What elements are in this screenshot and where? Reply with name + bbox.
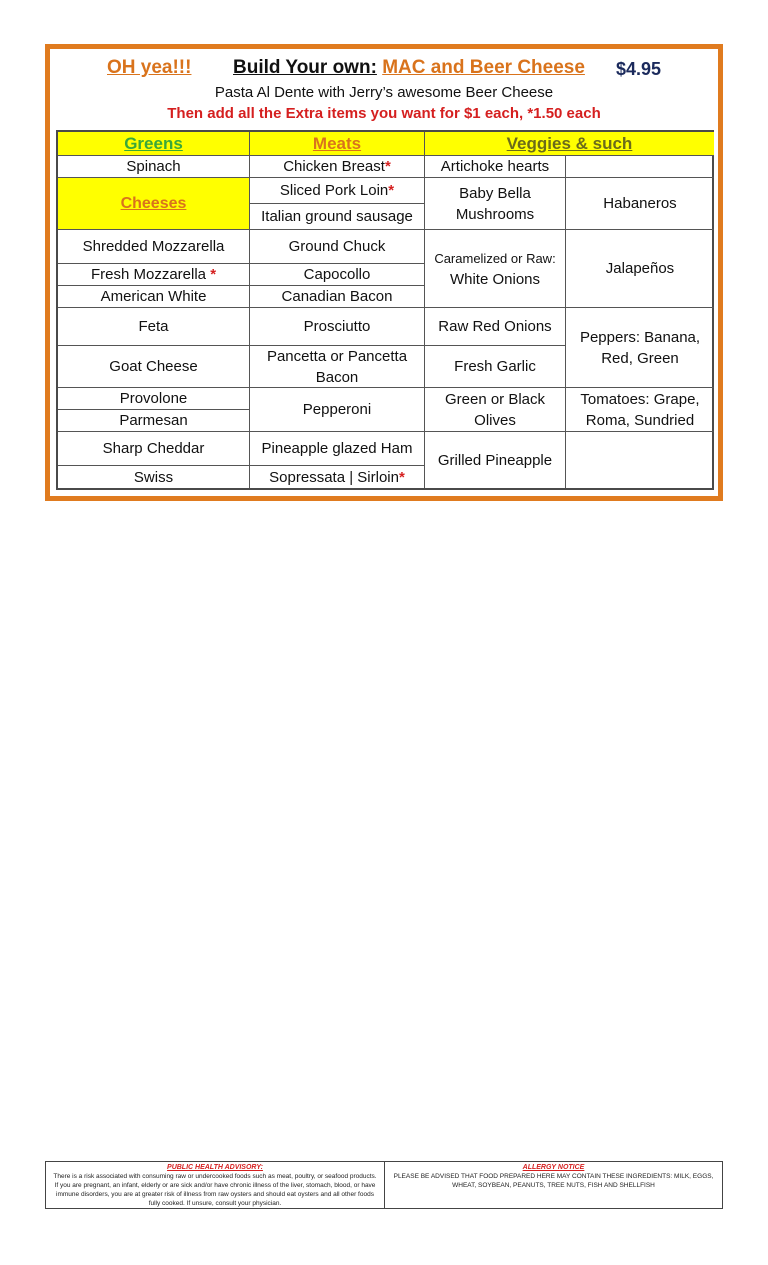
veggie-item: Artichoke hearts xyxy=(425,156,566,178)
menu-header xyxy=(50,49,718,131)
meat-item: Italian ground sausage xyxy=(250,204,425,230)
price: $4.95 xyxy=(616,59,662,79)
cheese-item: Parmesan xyxy=(58,410,250,432)
allergy-title: ALLERGY NOTICE xyxy=(522,1164,585,1171)
star-mark: * xyxy=(384,158,391,175)
cheese-item: Fresh Mozzarella * xyxy=(58,264,250,286)
star-mark: * xyxy=(398,468,405,486)
cheeses-header: Cheeses xyxy=(58,178,250,230)
meat-item: Pineapple glazed Ham xyxy=(250,432,425,466)
meat-item: Sopressata | Sirloin * xyxy=(250,466,425,488)
cheese-item: Provolone xyxy=(58,388,250,410)
subtitle: Pasta Al Dente with Jerry’s awesome Beer Cheese xyxy=(214,84,554,101)
meat-item: Capocollo xyxy=(250,264,425,286)
veggie-extra-item: Tomatoes: Grape, Roma, Sundried xyxy=(566,388,714,432)
cheese-item: Shredded Mozzarella xyxy=(58,230,250,264)
cheese-item: American White xyxy=(58,286,250,308)
public-health-advisory xyxy=(46,1162,385,1208)
advisory-title: PUBLIC HEALTH ADVISORY: xyxy=(167,1164,263,1171)
allergy-text: PLEASE BE ADVISED THAT FOOD PREPARED HERE MAY CONTAIN THESE INGREDIENTS: MILK, EGGS, WHEAT, SOYBEAN, PEANUTS, TREE NUTS, FISH AND SHELLFISH xyxy=(393,1173,714,1189)
meat-item: Canadian Bacon xyxy=(250,286,425,308)
meat-item: Pepperoni xyxy=(250,388,425,432)
advisory-text: There is a risk associated with consuming raw or undercooked foods such as meat, poultry, or seafood products. If you are pregnant, an infant, elderly or are sick and/or have chronic illness of the liver, stomach, blood, or have immune disorders, you are at greater risk of illness from raw oysters and should eat oysters and all other foods fully cooked. If unsure, consult your physician. xyxy=(53,1173,377,1207)
meat-item: Sliced Pork Loin * xyxy=(250,178,425,204)
veggie-item: Fresh Garlic xyxy=(425,346,566,388)
veggies-header: Veggies & such xyxy=(425,132,714,156)
greens-header: Greens xyxy=(58,132,250,156)
meat-item: Ground Chuck xyxy=(250,230,425,264)
veggie-extra-empty xyxy=(566,156,714,178)
extras-note: Then add all the Extra items you want for $1 each, *1.50 each xyxy=(167,105,601,122)
star-mark: * xyxy=(210,266,217,283)
menu-card xyxy=(45,44,723,501)
veggie-extra-empty xyxy=(566,432,714,488)
footer-notices xyxy=(45,1161,723,1209)
veggie-item: Raw Red Onions xyxy=(425,308,566,346)
oh-yea-text: OH yea!!! xyxy=(107,57,192,78)
build-title xyxy=(233,57,585,79)
veggie-extra-item: Jalapeños xyxy=(566,230,714,308)
veggie-item: Green or Black Olives xyxy=(425,388,566,432)
meat-item: Prosciutto xyxy=(250,308,425,346)
veggie-item: Baby Bella Mushrooms xyxy=(425,178,566,230)
cheese-item: Sharp Cheddar xyxy=(58,432,250,466)
veggie-extra-item: Peppers: Banana, Red, Green xyxy=(566,308,714,388)
meat-item: Pancetta or Pancetta Bacon xyxy=(250,346,425,388)
cheese-item: Feta xyxy=(58,308,250,346)
cheese-item: Goat Cheese xyxy=(58,346,250,388)
veggie-item: Grilled Pineapple xyxy=(425,432,566,488)
veggie-extra-item: Habaneros xyxy=(566,178,714,230)
veggie-item-onions: Caramelized or Raw: White Onions xyxy=(425,230,566,308)
meat-item: Chicken Breast * xyxy=(250,156,425,178)
allergy-notice xyxy=(385,1162,722,1208)
star-mark: * xyxy=(388,182,395,199)
menu-grid xyxy=(56,130,714,490)
build-prefix: Build Your own: xyxy=(233,57,377,78)
cheese-item: Swiss xyxy=(58,466,250,488)
meats-header: Meats xyxy=(250,132,425,156)
mac-beer-cheese-title: MAC and Beer Cheese xyxy=(382,57,585,78)
green-item: Spinach xyxy=(58,156,250,178)
